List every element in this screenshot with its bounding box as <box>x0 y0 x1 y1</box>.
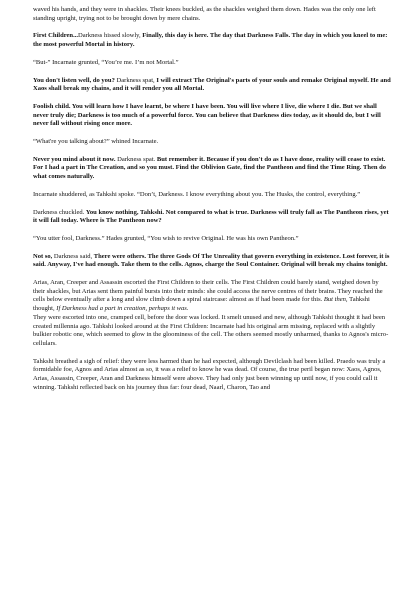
bold-text-run: But remember it. Because if you don't do as I have done, reality will cease to exist. For I had a part in The Creation, and so you must. Find the Oblivion Gate, find the Pantheon and find the Time Ring. Then do what comes naturally. <box>33 155 387 181</box>
text-run: Tahkshi breathed a sigh of relief: they were less harmed than he had expected, although Devilclash had been killed. Praedo was truly a formidable foe, Agnos and Arias almost as so, it was a relief to know he was dead. Of course, the true peril began now: Xaos, Agnos, Arias, Assassin, Creeper, Aran and Darkness himself were above. They had only just been winning up until now, if you could call it winning. Tahkshi reflected back on his journey thus far: four dead, Naarl, Charon, Tao and <box>33 357 386 391</box>
text-run: waved his hands, and they were in shackles. Their knees buckled, as the shackles weighed them down. Hades was the only one left standing upright, trying not to be brought down by mere chains. <box>33 6 376 22</box>
text-run: Darkness spat. <box>117 155 157 163</box>
bold-text-run: There were others. The three Gods Of The Unreality that govern everything in existence. Lost forever, it is said. Anyway, I've had enough. Take them to the cells. Agnos, charge the Soul Container. Original will break my chains tonight. <box>33 252 390 269</box>
text-run: Darkness chuckled. <box>33 208 86 216</box>
paragraph <box>33 358 391 393</box>
paragraph <box>33 32 391 49</box>
bold-text-run: I will extract The Original's parts of your souls and remake Original myself. He and Xaos shall break my chains, and it will render you all Mortal. <box>33 76 391 93</box>
paragraph <box>33 279 391 314</box>
text-run: Darkness said, <box>53 252 94 260</box>
paragraph <box>33 77 391 94</box>
text-run: “But-” Incarnate grunted, “You’re me. I’m not Mortal.” <box>33 58 179 66</box>
italic-text-run: If Darkness had a part in creation, perhaps it was. <box>56 305 189 313</box>
text-run: Tahkshi thought, <box>33 296 370 313</box>
text-run: Incarnate shuddered, as Tahkshi spoke. “Don’t, Darkness. I know everything about you. The Husks, the control, everything.” <box>33 190 361 198</box>
text-run: They were escorted into one, cramped cell, before the door was locked. It smelt unused and new, although Tahkshi thought it had been created millennia ago. Tahkshi looked around at the First Children: Incarnate had his original arm missing, replaced with a slightly bulkier robotic one, which seemed to glow in the gloominess of the cell. The others seemed mostly unharmed, thanks to Agnos's micro-cellulars. <box>33 313 389 347</box>
bold-text-run: Foolish child. You will learn how I have learnt, be where I have been. You will live where I live, die where I die. But we shall never truly die; Darkness is too much of a powerful force. You can believe that Darkness dies today, as it should do, but I will never fall without rising once more. <box>33 102 381 128</box>
text-run: “You utter fool, Darkness.” Hades grunted, “You wish to revive Original. He was his own Pantheon.” <box>33 234 299 242</box>
text-run: Darkness spat, <box>116 76 157 84</box>
paragraph <box>33 209 391 226</box>
bold-text-run: Never you mind about it now. <box>33 155 118 163</box>
document-page <box>33 6 391 402</box>
bold-text-run: Not so, <box>33 252 54 260</box>
paragraph <box>33 235 391 244</box>
paragraph <box>33 253 391 270</box>
paragraph <box>33 138 391 147</box>
text-run: Arias, Aran, Creeper and Assassin escorted the First Children to their cells. The First Children could barely stand, weighed down by their shackles, but Arias sent them painful bursts into their minds: she could access the nerve centres of their brains. They reached the cells below eventually after a long and slow climb down a spiral staircase: almost as if had been made for this. <box>33 279 383 304</box>
bold-text-run: First Children... <box>33 32 78 40</box>
paragraph <box>33 59 391 68</box>
text-run: Darkness hissed slowly, <box>77 32 143 40</box>
paragraph <box>33 156 391 182</box>
bold-text-run: You don't listen well, do you? <box>33 76 117 84</box>
bold-text-run: You know nothing, Tahkshi. Not compared to what is true. Darkness will truly fall as The Pantheon rises, yet it will fall today. Where is The Pantheon now? <box>33 208 389 225</box>
bold-text-run: Finally, this day is here. The day that Darkness Falls. The day in which you kneel to me: the most powerful Mortal in history. <box>33 32 388 49</box>
italic-text-run: But then, <box>323 296 350 304</box>
text-run: “What're you talking about?” whined Incarnate. <box>33 138 159 146</box>
paragraph <box>33 191 391 200</box>
paragraph <box>33 103 391 129</box>
paragraph <box>33 314 391 349</box>
paragraph <box>33 6 391 23</box>
